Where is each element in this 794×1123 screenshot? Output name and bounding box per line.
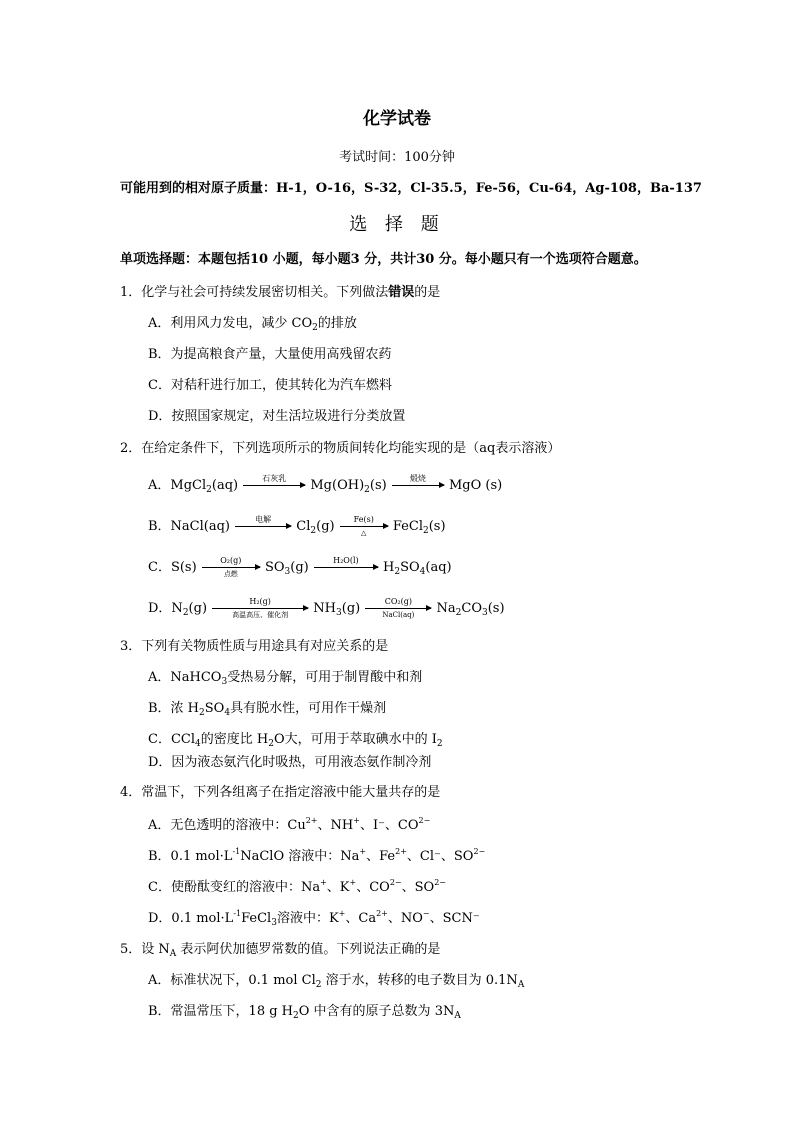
question-3-option-c: C．CCl$_4$的密度比 $H_2O$大，可用于萃取碘水中的 $I_2$ [148, 732, 443, 749]
question-1-option-a: A．利用风力发电，减少 $CO_2$的排放 [148, 316, 357, 333]
reaction-arrow: H₂O(l) [314, 567, 378, 568]
page-title: 化学试卷 [363, 109, 431, 129]
question-3-option-d: D．因为液态氨汽化时吸热，可用液态氨作制冷剂 [148, 755, 432, 770]
reaction-arrow: CO₂(g) NaCl(aq) [365, 608, 431, 609]
question-4-option-a: A．无色透明的溶液中：$Cu^{2+}$、NH+、I⁻、$CO^{2-}$ [148, 816, 431, 833]
question-2-option-b: B．NaCl(aq) 电解 $Cl_2(g)$ Fe(s) △ FeCl$_2$(s) [148, 515, 446, 537]
question-4-option-d: D．0.1 $mol\cdot L^{-1}FeCl_3$溶液中：K+、$Ca^{2+}$、NO−、SCN⁻ [148, 909, 480, 928]
question-2-option-c: C．S(s) O₂(g) 点燃 $SO_3(g)$ H₂O(l) $H_2SO_4(aq)$ [148, 556, 452, 578]
reaction-arrow: Fe(s) △ [340, 526, 388, 527]
question-1-option-c: C．对秸秆进行加工，使其转化为汽车燃料 [148, 378, 392, 393]
question-4-stem: 4．常温下，下列各组离子在指定溶液中能大量共存的是 [120, 785, 441, 800]
question-5-option-b: B．常温常压下，18 g $H_2O$ 中含有的原子总数为 $3N_A$ [148, 1004, 461, 1021]
question-4-option-b: B．0.1 $mol\cdot L^{-1}NaClO$ 溶液中：Na+、$Fe^{2+}$、Cl⁻、$SO^{2-}$ [148, 847, 486, 864]
question-1-option-b: B．为提高粮食产量，大量使用高残留农药 [148, 347, 392, 362]
reaction-arrow: 煅烧 [392, 485, 444, 486]
question-3-option-b: B．浓 $H_2SO_4$具有脱水性，可用作干燥剂 [148, 701, 387, 718]
reaction-arrow: O₂(g) 点燃 [202, 567, 260, 568]
reaction-arrow: H₂(g) 高温高压、催化剂 [212, 608, 308, 609]
question-2-option-a: A．MgCl$_2$(aq) 石灰乳 $Mg(OH)_2(s)$ 煅烧 MgO (s) [148, 474, 503, 495]
question-1-stem: 1．化学与社会可持续发展密切相关。下列做法错误的是 [120, 285, 441, 300]
reaction-arrow: 石灰乳 [243, 485, 305, 486]
exam-time: 考试时间：100分钟 [339, 150, 455, 165]
question-3-stem: 3．下列有关物质性质与用途具有对应关系的是 [120, 639, 389, 654]
atomic-masses: 可能用到的相对原子质量：H-1，O-16，S-32，Cl-35.5，Fe-56，Cu-64，Ag-108，Ba-137 [120, 181, 702, 196]
question-2-option-d: D．$N_2(g)$ H₂(g) 高温高压、催化剂 $NH_3(g)$ CO₂(g) NaCl(aq) $Na_2CO_3(s)$ [148, 597, 505, 619]
reaction-arrow: 电解 [235, 526, 291, 527]
question-5-stem: 5．设 $N_A$ 表示阿伏加德罗常数的值。下列说法正确的是 [120, 942, 441, 959]
section-title: 选 择 题 [349, 214, 445, 235]
question-3-option-a: A．NaHCO$_3$受热易分解，可用于制胃酸中和剂 [148, 670, 423, 687]
instructions: 单项选择题：本题包括10 小题，每小题3 分，共计30 分。每小题只有一个选项符合题意。 [120, 252, 647, 267]
question-1-option-d: D．按照国家规定，对生活垃圾进行分类放置 [148, 409, 406, 424]
question-2-stem: 2．在给定条件下，下列选项所示的物质间转化均能实现的是（aq表示溶液） [120, 441, 561, 456]
question-4-option-c: C．使酚酞变红的溶液中：Na+、K+、$CO^{2-}$、$SO^{2-}$ [148, 878, 446, 895]
question-5-option-a: A．标准状况下，0.1 mol $Cl_2$ 溶于水，转移的电子数目为 $0.1N_A$ [148, 973, 525, 990]
